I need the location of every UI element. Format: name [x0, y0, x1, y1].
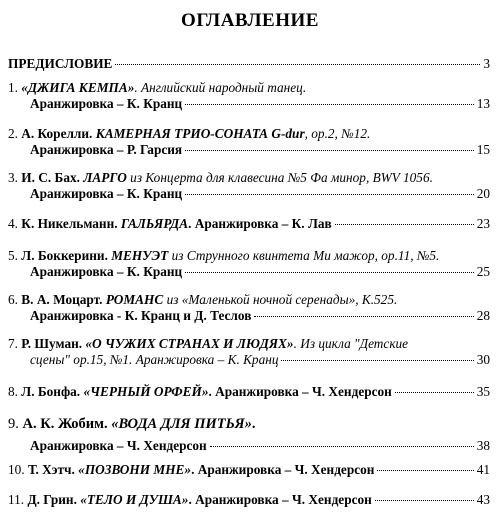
work-title: «ТЕЛО И ДУША» — [80, 492, 189, 507]
toc-heading: ОГЛАВЛЕНИЕ — [181, 10, 319, 31]
entry-detail: из Струнного квинтета Ми мажор, op.11, №5. — [168, 248, 440, 263]
entry-number: 10. — [8, 462, 28, 477]
composer: А. Корелли. — [21, 126, 96, 141]
page-number: 3 — [483, 56, 490, 71]
page-number: 35 — [476, 384, 490, 399]
page-number: 30 — [476, 352, 490, 367]
work-title: «ЧЕРНЫЙ ОРФЕЙ» — [83, 384, 209, 399]
entry-detail: . Аранжировка – К. Лав — [188, 216, 332, 231]
arranger: Аранжировка – К. Кранц — [30, 186, 183, 201]
work-title: «ПОЗВОНИ МНЕ» — [78, 462, 192, 477]
toc-entry-6[interactable] — [8, 292, 490, 324]
entry-detail: . Аранжировка – Ч. Хендерсон — [188, 492, 372, 507]
composer: Л. Боккерини. — [21, 248, 112, 263]
page-number: 43 — [476, 492, 490, 507]
leader-dots — [377, 469, 473, 471]
leader-dots — [185, 193, 473, 195]
entry-number: 1. — [8, 80, 22, 95]
work-title: ГАЛЬЯРДА — [120, 216, 189, 231]
composer: И. С. Бах. — [21, 170, 84, 185]
toc-entry-2[interactable] — [8, 126, 490, 158]
entry-number: 5. — [8, 248, 22, 263]
composer: Д. Грин. — [27, 492, 81, 507]
entry-detail: из Концерта для клавесина №5 Фа минор, BWV 1056. — [126, 170, 433, 185]
entry-number: 4. — [8, 216, 22, 231]
composer: А. К. Жобим. — [22, 416, 112, 432]
entry-detail: . Английский народный танец. — [134, 80, 307, 95]
leader-dots — [115, 63, 480, 65]
arranger: Аранжировка – Ч. Хендерсон — [30, 438, 207, 453]
toc-entry-preface[interactable] — [8, 56, 490, 72]
work-title: «ВОДА ДЛЯ ПИТЬЯ» — [111, 416, 252, 432]
work-title: ЛАРГО — [83, 170, 127, 185]
leader-dots — [185, 271, 473, 273]
leader-dots — [185, 103, 473, 105]
toc-entry-1[interactable] — [8, 80, 490, 112]
composer: Л. Бонфа. — [21, 384, 84, 399]
toc-entry-3[interactable] — [8, 170, 490, 202]
work-title: КАМЕРНАЯ ТРИО-СОНАТА G-dur — [95, 126, 305, 141]
leader-dots — [335, 223, 474, 225]
leader-dots — [375, 499, 474, 501]
entry-number: 6. — [8, 292, 22, 307]
page-number: 38 — [476, 438, 490, 453]
entry-detail: . Из цикла "Детские — [293, 336, 409, 351]
composer: Р. Шуман. — [21, 336, 86, 351]
work-title: РОМАНС — [105, 292, 164, 307]
page-number: 23 — [476, 216, 490, 231]
entry-detail: из «Маленькой ночной серенады», К.525. — [163, 292, 398, 307]
entry-number: 11. — [8, 492, 28, 507]
leader-dots — [254, 315, 473, 317]
entry-number: 8. — [8, 384, 22, 399]
entry-detail: . Аранжировка – Ч. Хендерсон — [191, 462, 375, 477]
arranger: Аранжировка – Р. Гарсия — [30, 142, 183, 157]
toc-entry-5[interactable] — [8, 248, 490, 280]
arranger: Аранжировка – К. Кранц — [30, 96, 183, 111]
leader-dots — [395, 391, 474, 393]
work-title: «О ЧУЖИХ СТРАНАХ И ЛЮДЯХ» — [85, 336, 294, 351]
entry-number: 9. — [8, 416, 23, 432]
page-number: 15 — [476, 142, 490, 157]
leader-dots — [281, 359, 473, 361]
entry-number: 2. — [8, 126, 22, 141]
toc-entry-8[interactable] — [8, 384, 490, 400]
preface-label: ПРЕДИСЛОВИЕ — [8, 56, 113, 71]
arranger: Аранжировка - К. Кранц и Д. Теслов — [30, 308, 252, 323]
toc-entry-9[interactable] — [8, 416, 490, 454]
page-number: 41 — [476, 462, 490, 477]
toc-entry-4[interactable] — [8, 216, 490, 232]
leader-dots — [185, 149, 474, 151]
entry-detail: , op.2, №12. — [304, 126, 371, 141]
entry-detail: . Аранжировка – Ч. Хендерсон — [208, 384, 392, 399]
entry-detail: . — [251, 416, 256, 432]
page-number: 28 — [476, 308, 490, 323]
arranger: сцены" ор.15, №1. Аранжировка – К. Кранц — [30, 352, 279, 367]
entry-number: 3. — [8, 170, 22, 185]
toc-entry-11[interactable] — [8, 492, 490, 508]
page-number: 20 — [476, 186, 490, 201]
leader-dots — [210, 445, 474, 447]
toc-entry-7[interactable] — [8, 336, 490, 368]
page-number: 13 — [476, 96, 490, 111]
page-number: 25 — [476, 264, 490, 279]
work-title: «ДЖИГА КЕМПА» — [21, 80, 135, 95]
composer: В. А. Моцарт. — [21, 292, 106, 307]
toc-entry-10[interactable] — [8, 462, 490, 478]
entry-number: 7. — [8, 336, 22, 351]
work-title: МЕНУЭТ — [111, 248, 169, 263]
arranger: Аранжировка – К. Кранц — [30, 264, 183, 279]
composer: Т. Хэтч. — [27, 462, 79, 477]
composer: К. Никельманн. — [21, 216, 121, 231]
